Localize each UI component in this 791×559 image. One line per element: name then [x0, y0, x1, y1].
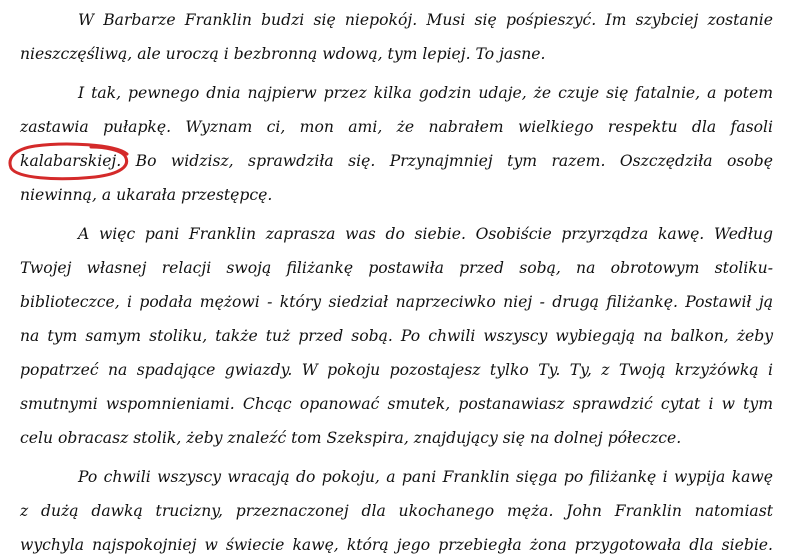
text-line: na tym samym stoliku, także tuż przed sobą. Po chwili wszyscy wybiegają na balkon, żeby	[20, 327, 773, 345]
text-line: smutnymi wspomnieniami. Chcąc opanować smutek, postanawiasz sprawdzić cytat i w tym	[20, 395, 773, 413]
text-line: kalabarskiej. Bo widzisz, sprawdziła się. Przynajmniej tym razem. Oszczędziła osobę	[20, 152, 773, 170]
text-line: I tak, pewnego dnia najpierw przez kilka godzin udaje, że czuje się fatalnie, a potem	[78, 84, 773, 102]
text-line: Twojej własnej relacji swoją filiżankę postawiła przed sobą, na obrotowym stoliku-	[20, 259, 773, 277]
text-line: W Barbarze Franklin budzi się niepokój. Musi się pośpieszyć. Im szybciej zostanie	[78, 11, 773, 29]
text-line: A więc pani Franklin zaprasza was do siebie. Osobiście przyrządza kawę. Według	[78, 225, 773, 243]
red-circle-annotation	[5, 140, 133, 182]
text-line: zastawia pułapkę. Wyznam ci, mon ami, że nabrałem wielkiego respektu dla fasoli	[20, 118, 773, 136]
text-line: wychyla najspokojniej w świecie kawę, którą jego przebiegła żona przygotowała dla siebie.	[20, 536, 773, 554]
text-line: niewinną, a ukarała przestępcę.	[20, 186, 273, 204]
text-line: z dużą dawką trucizny, przeznaczonej dla ukochanego męża. John Franklin natomiast	[20, 502, 773, 520]
text-line: popatrzeć na spadające gwiazdy. W pokoju pozostajesz tylko Ty. Ty, z Twoją krzyżówką i	[20, 361, 773, 379]
text-line: Po chwili wszyscy wracają do pokoju, a pani Franklin sięga po filiżankę i wypija kawę	[78, 468, 773, 486]
text-line: celu obracasz stolik, żeby znaleźć tom Szekspira, znajdujący się na dolnej półeczce.	[20, 429, 682, 447]
text-line: biblioteczce, i podała mężowi - który siedział naprzeciwko niej - drugą filiżankę. Postawił ją	[20, 293, 773, 311]
text-line: nieszczęśliwą, ale uroczą i bezbronną wdową, tym lepiej. To jasne.	[20, 45, 546, 63]
